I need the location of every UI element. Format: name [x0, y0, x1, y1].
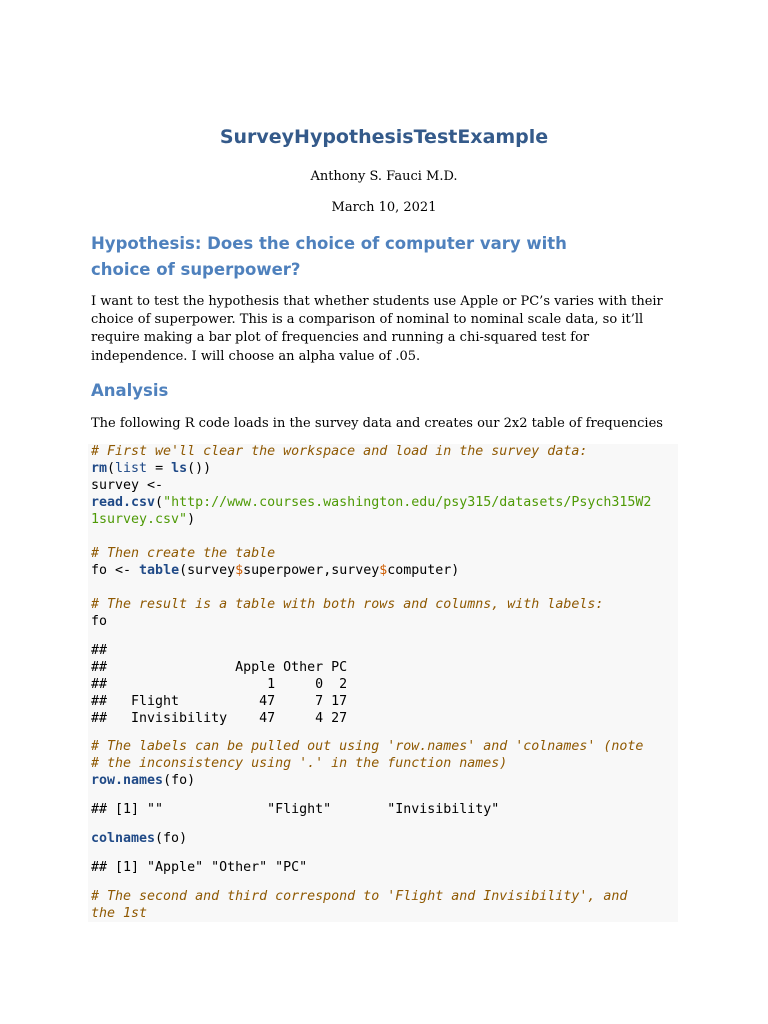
document-date: March 10, 2021: [331, 200, 437, 215]
code-line-table: fo <- table(survey$superpower,survey$computer): [91, 563, 460, 578]
code-comment: # Then create the table: [91, 546, 276, 561]
output-line: ## Invisibility 47 4 27: [91, 711, 348, 726]
code-line-rm: rm(list = ls()): [91, 461, 212, 476]
code-line-readcsv: read.csv("http://www.courses.washington.edu/psy315/datasets/Psych315W2: [91, 495, 652, 510]
output-line: ## Flight 47 7 17: [91, 694, 348, 709]
code-comment: # First we'll clear the workspace and load in the survey data:: [91, 444, 588, 459]
code-line-colnames: colnames(fo): [91, 831, 188, 846]
code-comment: # The result is a table with both rows and columns, with labels:: [91, 597, 604, 612]
output-line: ## [1] "" "Flight" "Invisibility": [91, 802, 500, 817]
code-line-readcsv-cont: 1survey.csv"): [91, 512, 196, 527]
code-line-survey: survey <-: [91, 478, 164, 493]
code-comment: # the inconsistency using '.' in the function names): [91, 756, 508, 771]
code-line-fo: fo: [91, 614, 108, 629]
code-line-rownames: row.names(fo): [91, 773, 196, 788]
output-line: ##: [91, 643, 108, 658]
analysis-paragraph: The following R code loads in the survey data and creates our 2x2 table of frequencies: [91, 416, 663, 431]
hypothesis-heading: Hypothesis: Does the choice of computer vary with choice of superpower?: [91, 234, 567, 279]
output-line: ## Apple Other PC: [91, 660, 348, 675]
document-author: Anthony S. Fauci M.D.: [310, 169, 458, 184]
code-comment: the 1st: [91, 906, 148, 921]
code-comment: # The second and third correspond to 'Flight and Invisibility', and: [91, 889, 628, 904]
code-block: [88, 444, 678, 922]
code-comment: # The labels can be pulled out using 'row.names' and 'colnames' (note: [91, 739, 644, 754]
output-line: ## [1] "Apple" "Other" "PC": [91, 860, 308, 875]
analysis-heading: Analysis: [91, 381, 169, 400]
hypothesis-paragraph: I want to test the hypothesis that whether students use Apple or PC’s varies with their choice of superpower. This is a comparison of nominal to nominal scale data, so it’ll require making a bar plot of frequencies and running a chi-squared test for independence. I will choose an alpha value of .05.: [91, 294, 663, 364]
output-line: ## 1 0 2: [91, 677, 348, 692]
document-title: SurveyHypothesisTestExample: [219, 126, 549, 148]
